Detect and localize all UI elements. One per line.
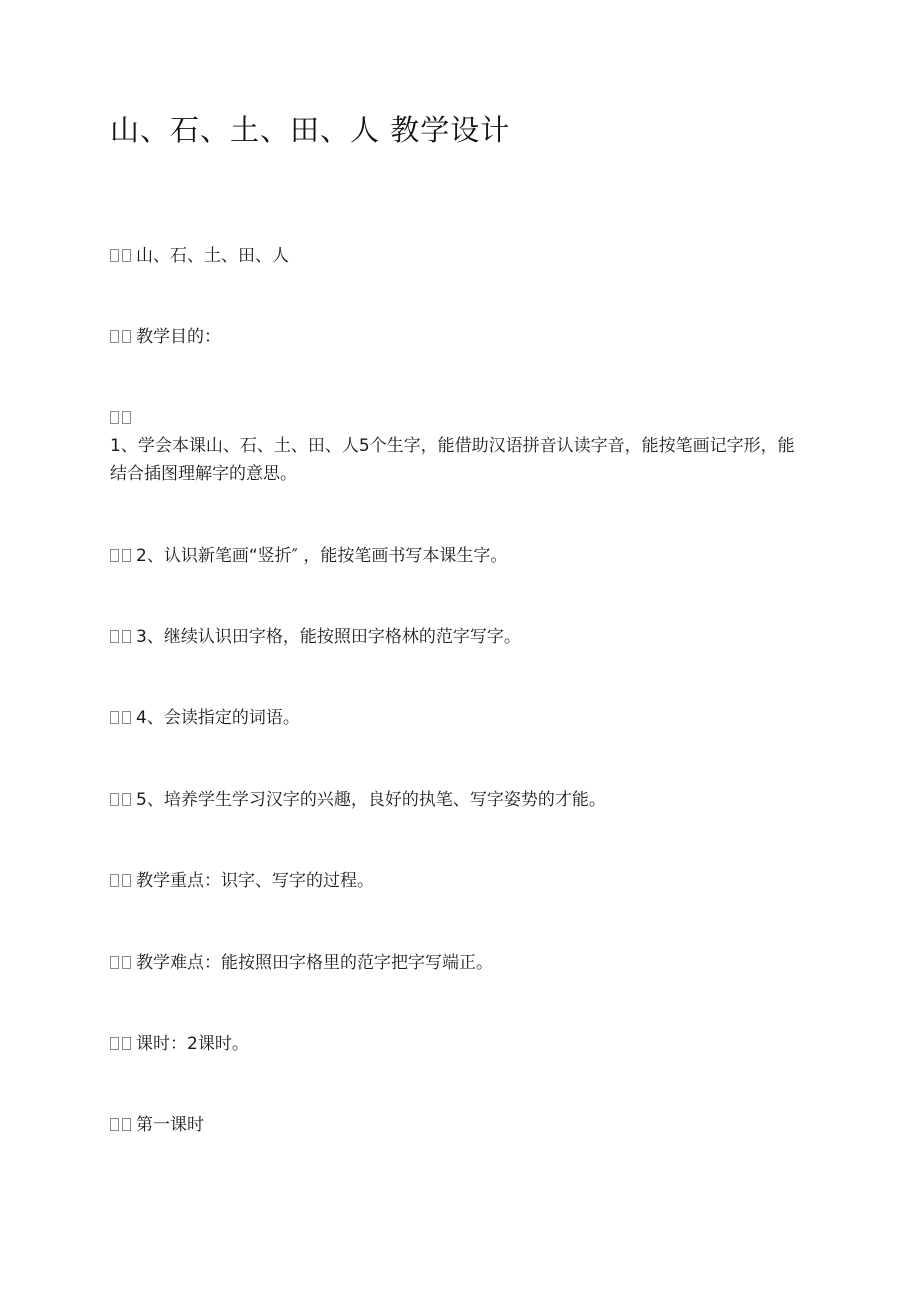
- missing-glyph-icon: [110, 1111, 134, 1139]
- objective-item-5: [110, 786, 810, 814]
- first-lesson-heading: [110, 1111, 810, 1139]
- paragraph-text: 3、继续认识田字格，能按照田字格林的范字写字。: [136, 627, 521, 647]
- missing-glyph-icon: [110, 1030, 134, 1058]
- missing-glyph-icon: [110, 242, 134, 270]
- paragraph-text: 2、认识新笔画“竖折″ ，能按笔画书写本课生字。: [136, 546, 508, 566]
- missing-glyph-icon: [110, 404, 134, 432]
- key-points-line: [110, 867, 810, 895]
- missing-glyph-icon: [110, 786, 134, 814]
- paragraph-text: 1、学会本课山、石、土、田、人5个生字，能借助汉语拼音认读字音，能按笔画记字形，能结合插图理解字的意思。: [110, 436, 795, 484]
- empty-line: [110, 404, 810, 432]
- paragraph-text: 教学难点：能按照田字格里的范字把字写端正。: [136, 953, 493, 973]
- difficult-points-line: [110, 949, 810, 977]
- paragraph-text: 教学目的：: [136, 327, 221, 347]
- missing-glyph-icon: [110, 623, 134, 651]
- objective-item-2: [110, 542, 810, 570]
- missing-glyph-icon: [110, 323, 134, 351]
- paragraph-text: 第一课时: [136, 1115, 204, 1135]
- objective-item-4: [110, 704, 810, 732]
- lesson-characters-line: [110, 242, 810, 270]
- paragraph-text: 5、培养学生学习汉字的兴趣，良好的执笔、写字姿势的才能。: [136, 790, 606, 810]
- missing-glyph-icon: [110, 949, 134, 977]
- paragraph-text: 教学重点：识字、写字的过程。: [136, 871, 374, 891]
- paragraph-text: 山、石、土、田、人: [136, 246, 289, 266]
- document-title: 山、石、土、田、人 教学设计: [110, 113, 511, 147]
- objectives-heading: [110, 323, 810, 351]
- paragraph-text: 课时：2课时。: [136, 1034, 249, 1054]
- objective-item-3: [110, 623, 810, 651]
- missing-glyph-icon: [110, 867, 134, 895]
- missing-glyph-icon: [110, 704, 134, 732]
- objective-item-1: [110, 432, 800, 488]
- missing-glyph-icon: [110, 542, 134, 570]
- paragraph-text: 4、会读指定的词语。: [136, 708, 300, 728]
- class-hours-line: [110, 1030, 810, 1058]
